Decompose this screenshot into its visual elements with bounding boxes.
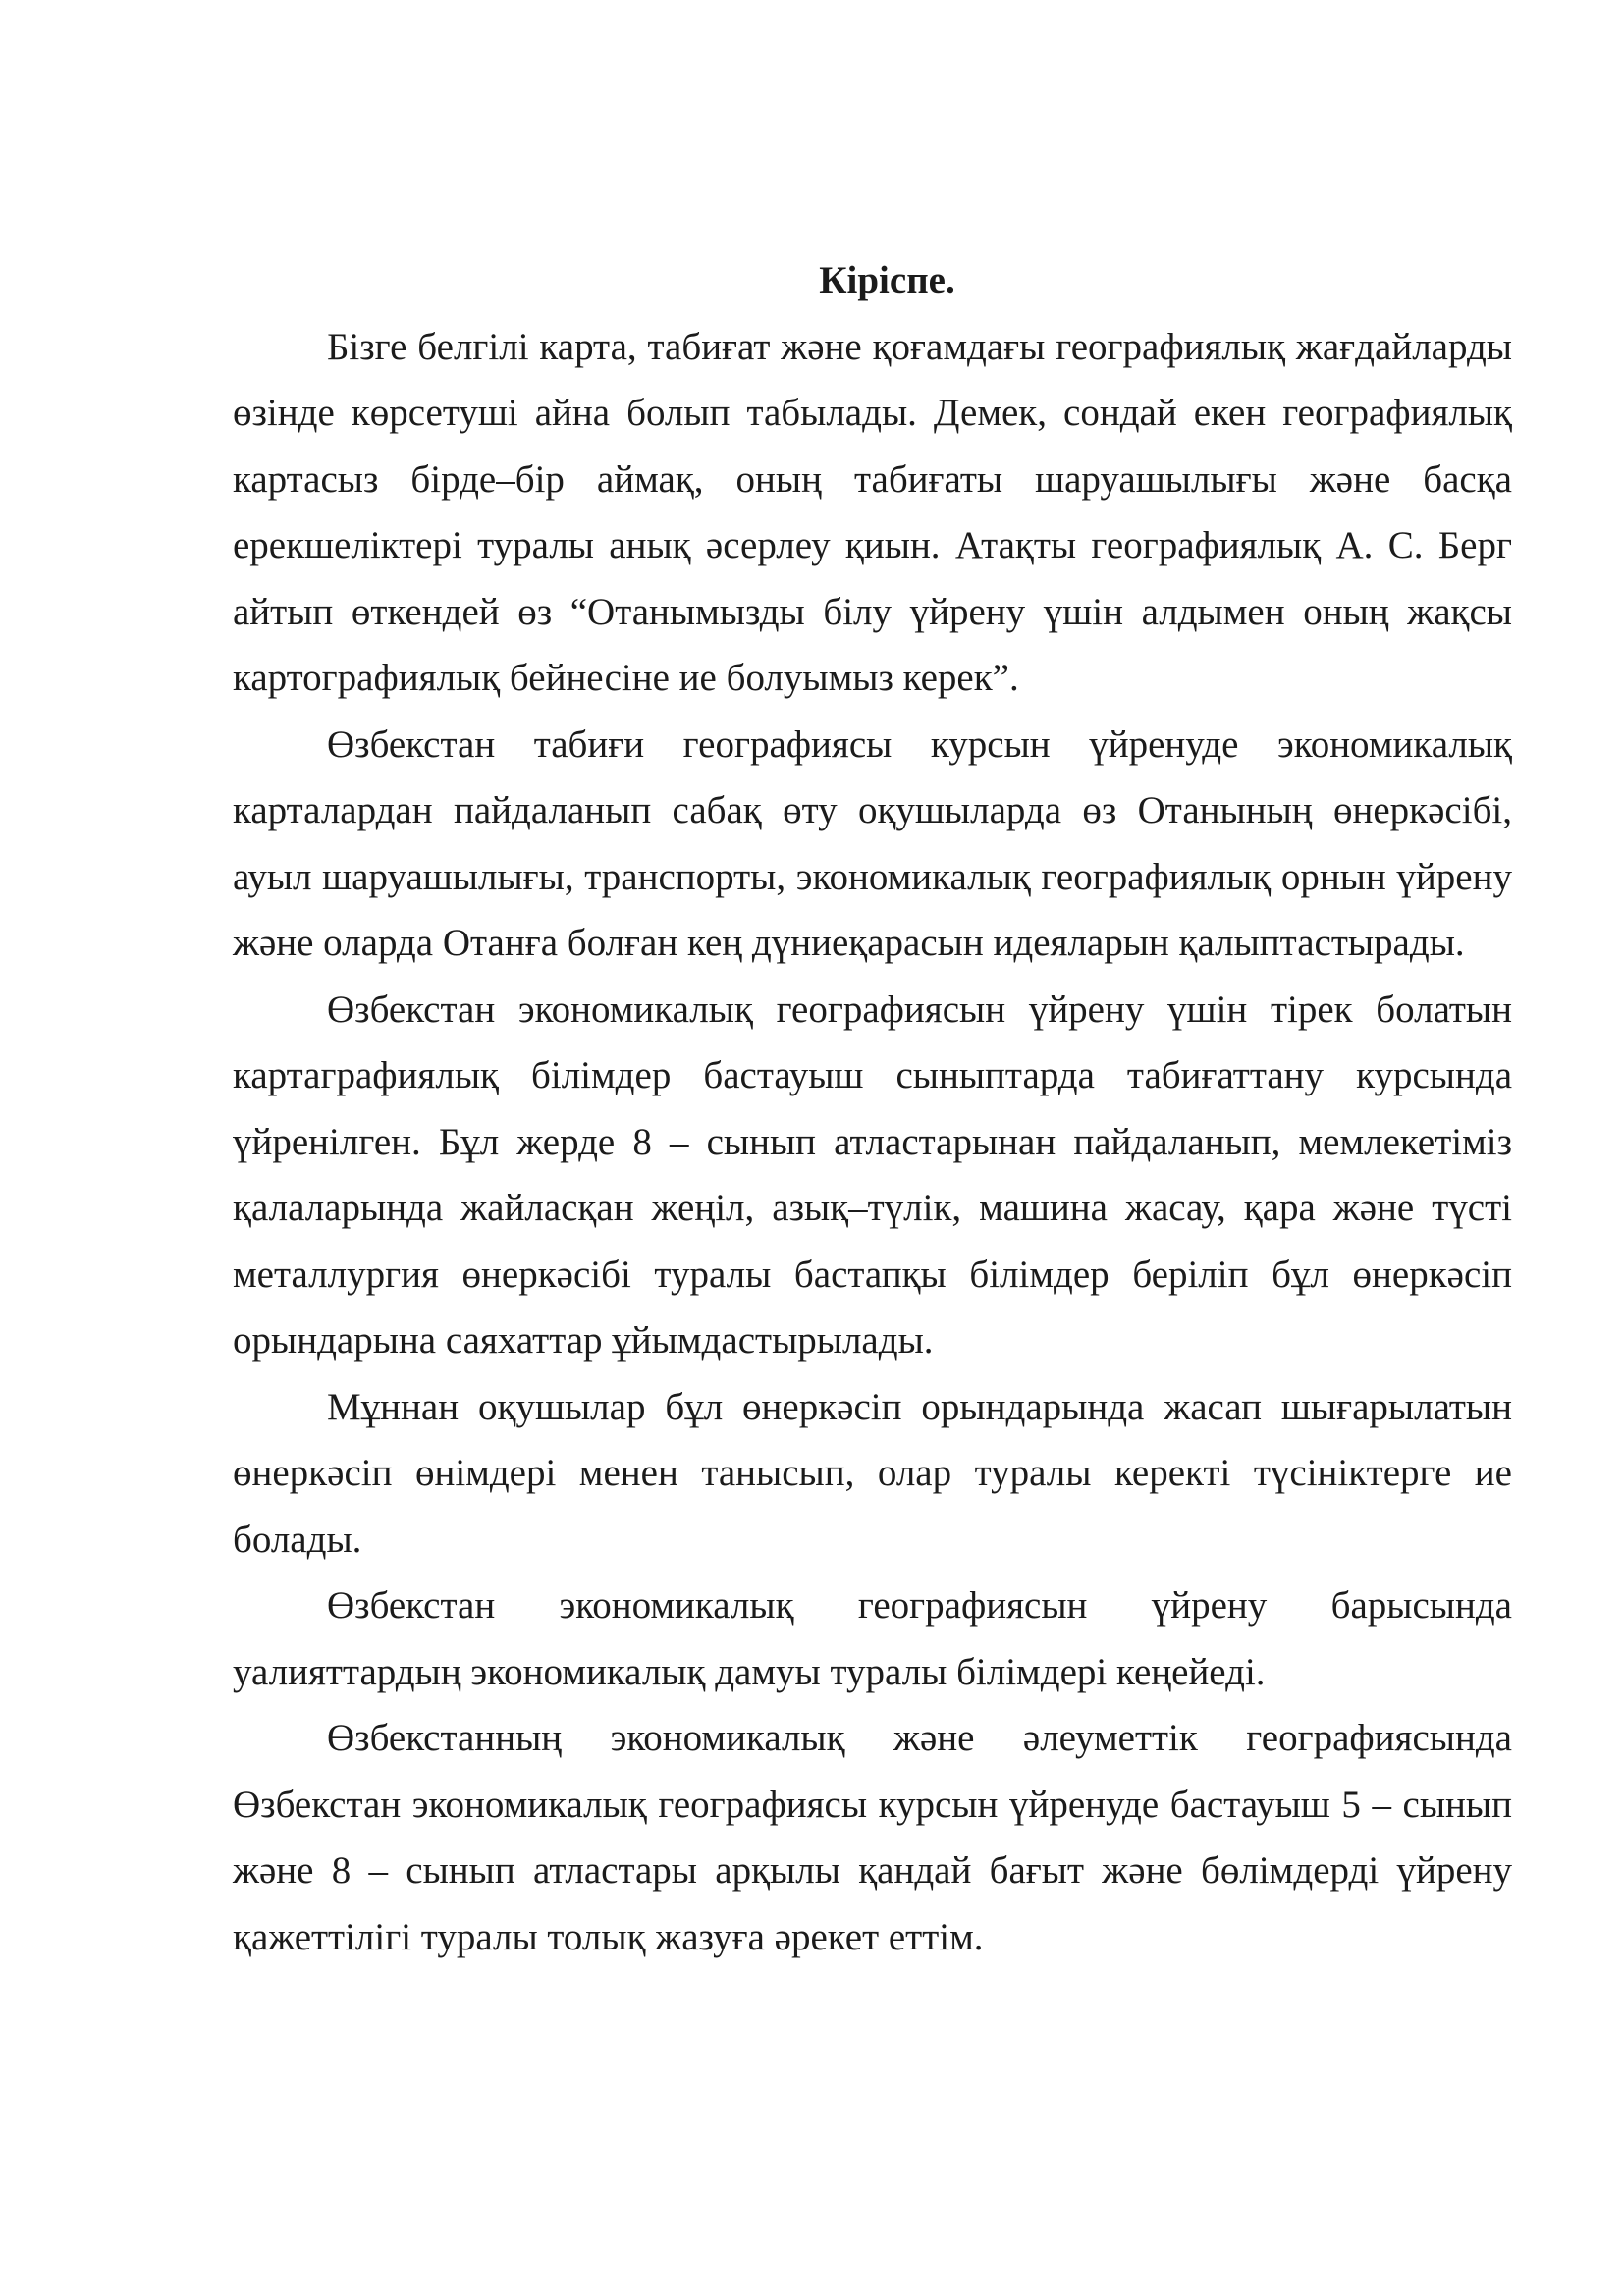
paragraph-4: Мұннан оқушылар бұл өнеркәсіп орындарында жасап шығарылатын өнеркәсіп өнімдері менен танысып, олар туралы керекті түсініктерге ие болады. bbox=[233, 1385, 1512, 1561]
paragraph-3: Өзбекстан экономикалық географиясын үйрену үшін тірек болатын картаграфиялық білімдер бастауыш сыныптарда табиғаттану курсында үйренілген. Бұл жерде 8 – сынып атластарынан пайдаланып, мемлекетіміз қалаларында жайласқан жеңіл, азық–түлік, машина жасау, қара және түсті металлургия өнеркәсібі туралы бастапқы білімдер беріліп бұл өнеркәсіп орындарына саяхаттар ұйымдастырылады. bbox=[233, 988, 1512, 1362]
document-title: Кіріспе. bbox=[819, 259, 955, 301]
paragraph-1: Бізге белгілі карта, табиғат және қоғамдағы географиялық жағдайларды өзінде көрсетуші айна болып табылады. Демек, сондай екен географиялық картасыз бірде–бір аймақ, оның табиғаты шаруашылығы және басқа ерекшеліктері туралы анық әсерлеу қиын. Атақты географиялық А. С. Берг айтып өткендей өз “Отанымызды білу үйрену үшін алдымен оның жақсы картографиялық бейнесіне ие болуымыз керек”. bbox=[233, 325, 1512, 699]
document-body bbox=[233, 247, 1512, 1970]
paragraph-5: Өзбекстан экономикалық географиясын үйрену барысында уалияттардың экономикалық дамуы туралы білімдері кеңейеді. bbox=[233, 1584, 1512, 1693]
paragraph-6: Өзбекстанның экономикалық және әлеуметтік географиясында Өзбекстан экономикалық географиясы курсын үйренуде бастауыш 5 – сынып және 8 – сынып атластары арқылы қандай бағыт және бөлімдерді үйрену қажеттілігі туралы толық жазуға әрекет еттім. bbox=[233, 1717, 1512, 1958]
paragraph-2: Өзбекстан табиғи географиясы курсын үйренуде экономикалық карталардан пайдаланып сабақ өту оқушыларда өз Отанының өнеркәсібі, ауыл шаруашылығы, транспорты, экономикалық географиялық орнын үйрену және оларда Отанға болған кең дүниеқарасын идеяларын қалыптастырады. bbox=[233, 722, 1512, 964]
